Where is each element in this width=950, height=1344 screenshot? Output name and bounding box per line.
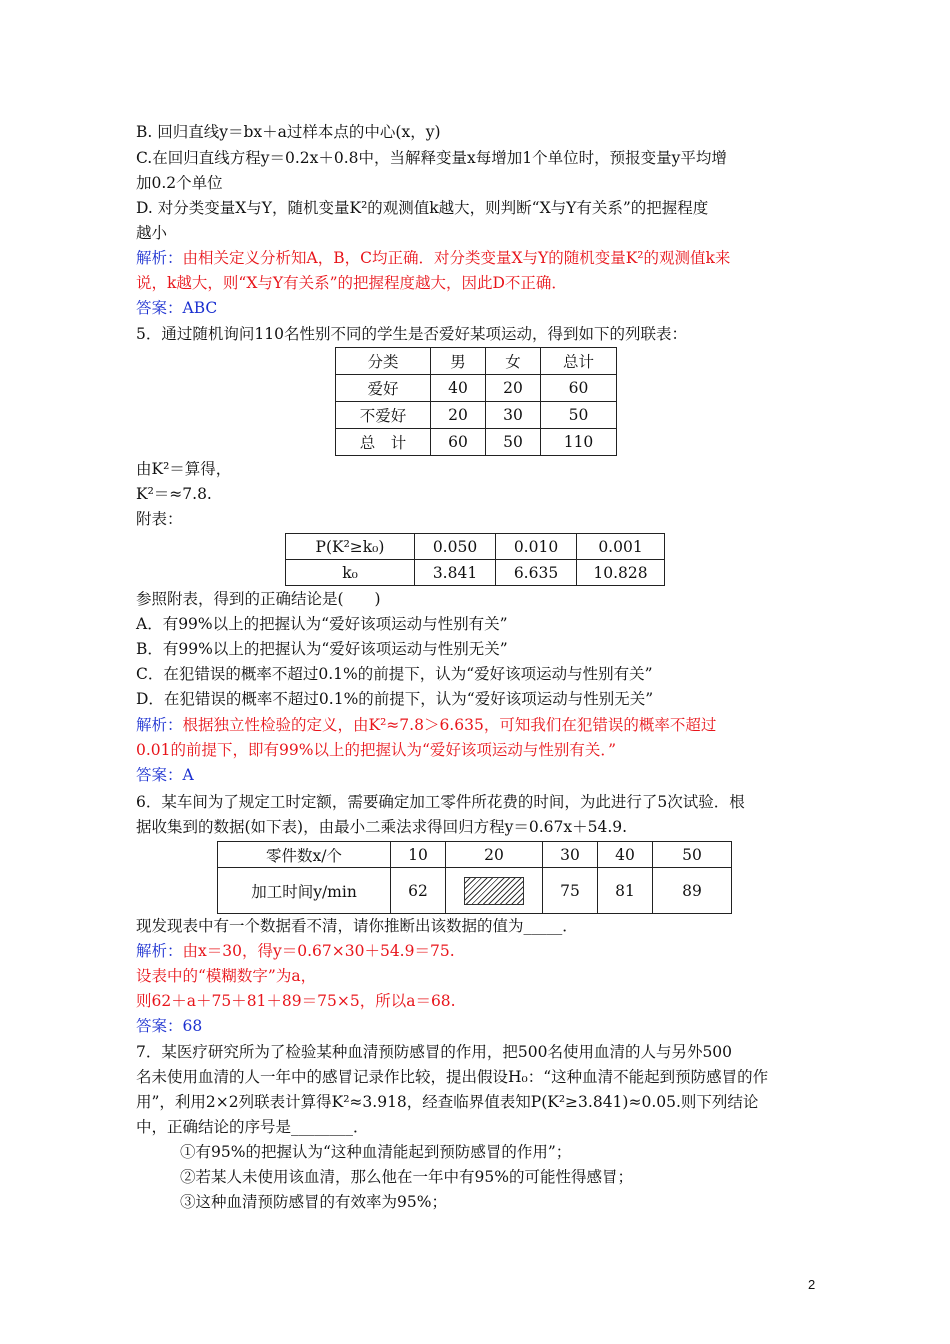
question-6-prompt: 现发现表中有一个数据看不清，请你推断出该数据的值为_____． xyxy=(136,917,578,935)
table-cell: 20 xyxy=(431,402,486,429)
analysis-q5-cont: 0.01的前提下，即有99%以上的把握认为“爱好该项运动与性别有关．” xyxy=(136,741,617,759)
answer-q5: 答案：A xyxy=(136,766,194,784)
option-b-q4: B. 回归直线y＝bx＋a过样本点的中心(x，y) xyxy=(136,123,441,141)
k2-formula: 由K²＝算得， xyxy=(136,460,232,478)
analysis-q6-cont2: 则62＋a＋75＋81＋89＝75×5，所以a＝68. xyxy=(136,992,456,1010)
table-cell: 40 xyxy=(598,842,653,868)
table-cell: 女 xyxy=(486,348,541,375)
option-b-q5: B．有99%以上的把握认为“爱好该项运动与性别无关” xyxy=(136,640,508,658)
option-c-q5: C．在犯错误的概率不超过0.1%的前提下，认为“爱好该项运动与性别有关” xyxy=(136,665,653,683)
contingency-table xyxy=(335,347,617,456)
table-row xyxy=(336,375,617,402)
analysis-q4-cont: 说，k越大，则“X与Y有关系”的把握程度越大，因此D不正确． xyxy=(136,274,567,292)
analysis-text: 由x＝30，得y＝0.67×30＋54.9＝75. xyxy=(182,942,455,960)
table-cell: 30 xyxy=(543,842,598,868)
table-cell: 60 xyxy=(431,429,486,456)
critical-value-table xyxy=(285,533,665,586)
table-cell: 75 xyxy=(543,868,598,914)
analysis-q4 xyxy=(136,248,730,268)
analysis-text: 根据独立性检验的定义，由K²≈7.8＞6.635，可知我们在犯错误的概率不超过 xyxy=(182,716,717,734)
analysis-label: 解析： xyxy=(136,249,183,267)
table-cell: 10 xyxy=(391,842,446,868)
table-row xyxy=(218,868,732,914)
table-cell: 40 xyxy=(431,375,486,402)
table-cell: 30 xyxy=(486,402,541,429)
question-5: 5．通过随机询问110名性别不同的学生是否爱好某项运动，得到如下的列联表： xyxy=(136,325,687,343)
option-d-q4-cont: 越小 xyxy=(136,224,168,242)
table-cell: 62 xyxy=(391,868,446,914)
table-cell: 爱好 xyxy=(336,375,431,402)
table-cell: 3.841 xyxy=(415,560,496,586)
question-7-cont2: 用”，利用2×2列联表计算得K²≈3.918，经查临界值表知P(K²≥3.841)≈0.05.则下列结论 xyxy=(136,1093,759,1111)
page-number: 2 xyxy=(808,1277,816,1292)
analysis-label: 解析： xyxy=(136,716,183,734)
table-row xyxy=(336,402,617,429)
question-7-cont: 名未使用血清的人一年中的感冒记录作比较，提出假设H₀：“这种血清不能起到预防感冒的作 xyxy=(136,1068,769,1086)
table-cell: 50 xyxy=(653,842,732,868)
table-cell: 总计 xyxy=(541,348,617,375)
table-cell: 10.828 xyxy=(577,560,665,586)
table-cell: 0.010 xyxy=(496,534,577,560)
table-cell: 分类 xyxy=(336,348,431,375)
appendix-label: 附表： xyxy=(136,510,183,528)
table-cell: 不爱好 xyxy=(336,402,431,429)
table-row xyxy=(336,429,617,456)
analysis-label: 解析： xyxy=(136,942,183,960)
option-c-q4-cont: 加0.2个单位 xyxy=(136,174,223,192)
answer-q4: 答案：ABC xyxy=(136,299,218,317)
question-6-cont: 据收集到的数据(如下表)，由最小二乘法求得回归方程y＝0.67x＋54.9. xyxy=(136,818,628,836)
table-cell: 男 xyxy=(431,348,486,375)
table-cell: 0.050 xyxy=(415,534,496,560)
table-cell: 20 xyxy=(446,842,543,868)
question-6: 6．某车间为了规定工时定额，需要确定加工零件所花费的时间，为此进行了5次试验．根 xyxy=(136,793,745,811)
data-table-q6 xyxy=(217,841,732,914)
table-cell: 50 xyxy=(541,402,617,429)
table-cell: 89 xyxy=(653,868,732,914)
table-cell: 110 xyxy=(541,429,617,456)
table-cell: 6.635 xyxy=(496,560,577,586)
reference-question: 参照附表，得到的正确结论是( ) xyxy=(136,590,381,608)
option-c-q4: C.在回归直线方程y＝0.2x＋0.8中，当解释变量x每增加1个单位时，预报变量y平均增 xyxy=(136,149,727,167)
table-cell: 60 xyxy=(541,375,617,402)
question-7-cont3: 中，正确结论的序号是________． xyxy=(136,1118,369,1136)
statement-1: ①有95%的把握认为“这种血清能起到预防感冒的作用”； xyxy=(180,1143,572,1161)
analysis-q6 xyxy=(136,941,455,961)
analysis-q5 xyxy=(136,715,716,735)
question-7: 7．某医疗研究所为了检验某种血清预防感冒的作用，把500名使用血清的人与另外500 xyxy=(136,1043,733,1061)
table-cell: P(K²≥k₀) xyxy=(286,534,415,560)
statement-3: ③这种血清预防感冒的有效率为95%； xyxy=(180,1193,447,1211)
answer-q6: 答案：68 xyxy=(136,1017,203,1035)
table-cell: 20 xyxy=(486,375,541,402)
table-row xyxy=(286,534,665,560)
table-cell: 零件数x/个 xyxy=(218,842,391,868)
table-cell: 0.001 xyxy=(577,534,665,560)
table-cell xyxy=(446,868,543,914)
table-cell: k₀ xyxy=(286,560,415,586)
table-cell: 加工时间y/min xyxy=(218,868,391,914)
option-d-q4: D. 对分类变量X与Y，随机变量K²的观测值k越大，则判断“X与Y有关系”的把握程度 xyxy=(136,199,709,217)
table-cell: 总 计 xyxy=(336,429,431,456)
table-cell: 81 xyxy=(598,868,653,914)
option-d-q5: D．在犯错误的概率不超过0.1%的前提下，认为“爱好该项运动与性别无关” xyxy=(136,690,654,708)
option-a-q5: A．有99%以上的把握认为“爱好该项运动与性别有关” xyxy=(136,615,508,633)
analysis-q6-cont: 设表中的“模糊数字”为a， xyxy=(136,967,317,985)
statement-2: ②若某人未使用该血清，那么他在一年中有95%的可能性得感冒； xyxy=(180,1168,633,1186)
table-cell: 50 xyxy=(486,429,541,456)
k2-value: K²＝≈7.8. xyxy=(136,485,212,503)
blurred-number-icon xyxy=(464,877,524,905)
table-row xyxy=(336,348,617,375)
table-row xyxy=(286,560,665,586)
analysis-text: 由相关定义分析知A，B，C均正确．对分类变量X与Y的随机变量K²的观测值k来 xyxy=(182,249,731,267)
table-row xyxy=(218,842,732,868)
